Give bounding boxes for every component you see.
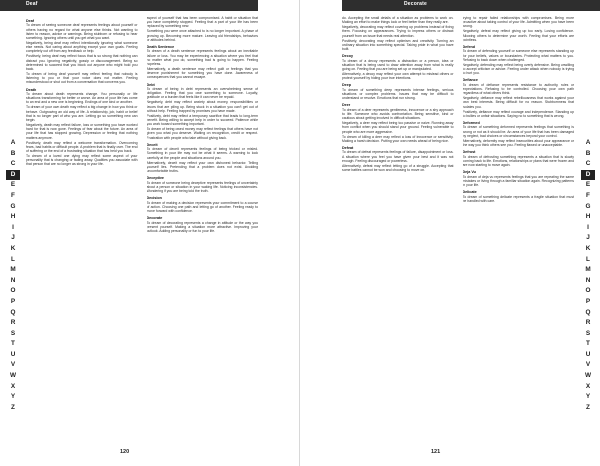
entry-paragraph: Alternatively, defeat may reflect letting go of a struggle. Accepting that some battles cannot be won and choosing to move on. (342, 163, 454, 173)
entry-paragraph: Positively, death may reflect a welcome transformation. Overcoming fears, bad habits or difficult people. A problem that is finally over. The end of suffering or the end of a frustrating situation that has held you back. (26, 140, 138, 154)
entry-heading: Deaf (26, 19, 34, 23)
entry-heading: Decorate (146, 216, 163, 221)
thumb-letter: O (10, 287, 16, 295)
thumb-letter: S (585, 329, 591, 337)
running-head-bar (0, 0, 258, 11)
running-head-label: Decorate (404, 1, 427, 7)
thumb-letter: H (585, 213, 591, 221)
thumb-letter: F (11, 191, 15, 199)
thumb-letter: U (585, 350, 591, 358)
thumb-letter: N (10, 276, 16, 284)
entry-heading: Death (26, 87, 37, 92)
thumb-letter: X (10, 382, 16, 390)
entry-paragraph: Negatively, a deer may reflect being too passive or naive. Running away from conflict when you should stand your ground. Feeling vulnerable to people who are more aggressive. (342, 121, 454, 134)
thumb-letter: V (10, 361, 16, 369)
thumb-letter: B (585, 149, 591, 157)
thumb-letter: R (10, 319, 16, 327)
entry-paragraph: aspect of yourself that has been compromised. A habit or situation that you have completely stopped. Feeling that a part of your life has been replaced by something new. (146, 16, 258, 29)
thumb-letter-active: D (581, 170, 595, 181)
entry-paragraph: Negatively, debt may reflect anxiety about money, responsibilities or favors that are piling up. Being stuck in a situation you can't get out of without help. Feeling trapped by promises you have made. (146, 100, 258, 113)
entry-paragraph: Positively, debt may reflect a temporary sacrifice that leads to long-term benefit. Being willing to accept help in order to succeed. Patience while you work toward something important. (146, 113, 258, 127)
thumb-letter: G (585, 202, 591, 210)
text-column-2 (147, 16, 259, 434)
thumb-letter: W (584, 372, 592, 380)
entry-paragraph: To dream of someone being deceptive represents feelings of uncertainty about a person or situation in your waking life. Noticing inconsistencies. Wondering if you are being told the truth. (146, 180, 258, 194)
thumb-letter: Y (585, 393, 591, 401)
thumb-letter: P (585, 297, 591, 305)
thumb-letter: I (587, 223, 589, 231)
thumb-letter: E (10, 181, 16, 189)
entry-paragraph: Negatively, defeat may reflect giving up too early. Losing confidence. Allowing others to determine your worth. Feeling that your efforts are pointless. (462, 29, 574, 42)
thumb-letter: J (586, 234, 590, 242)
entry-paragraph: To dream of being deaf yourself may reflect feeling that nobody is listening to you or that your voice does not matter. Feeling misunderstood or shut out from a conversation that concerns you. (26, 72, 138, 85)
thumb-letter: M (585, 266, 591, 274)
entry-paragraph: Something you were once attached to is no longer important. A phase of growing up. Becoming more mature. Leaving old friendships, behaviors or attitudes behind. (146, 29, 258, 42)
entry-heading: Deceit (146, 142, 158, 147)
thumb-letter: N (585, 276, 591, 284)
entry-heading: Deja Vu (462, 170, 476, 175)
entry-paragraph: To dream of something delicate represents a fragile situation that must be handled with care. (462, 194, 574, 203)
entry-paragraph: Negatively, defiance may reflect rebelliousness that works against your own best interests. Being difficult for no reason. Stubbornness that isolates you. (462, 96, 574, 109)
entry-heading: Deer (342, 103, 351, 108)
entry-paragraph: To dream of a decoy represents a distraction or a person, idea or situation that is being used to draw attention away from what is really going on. Feeling that you are being set up or manipulated. (342, 58, 454, 72)
thumb-letter: A (10, 139, 16, 146)
thumb-letter: O (585, 287, 591, 295)
thumb-letter: M (10, 266, 16, 274)
entry-heading: Delicate (462, 190, 477, 195)
entry-heading: Defrost (462, 150, 476, 155)
right-page (300, 0, 600, 466)
thumb-letter: R (585, 319, 591, 327)
entry-paragraph: Negatively, death may reflect failure, loss or something you have worked hard for that is now gone. Feelings of fear about the future. An area of your life that has stopped growing. Depression or feeling that nothing matters anymore. (26, 123, 138, 140)
entry-paragraph: Negatively, decorating may reflect covering up problems instead of fixing them. Focusing on appearances. Trying to impress others or distract yourself from an issue that needs real attention. (342, 25, 454, 38)
thumb-letter-active: D (6, 170, 20, 181)
entry-paragraph: To dream of something deformed represents feelings that something is wrong or not as it should be. An area of your life that has been damaged by neglect, bad choices or circumstances beyond your control. (462, 125, 574, 138)
page-number: 120 (120, 449, 130, 455)
entry-paragraph: trying to repair failed relationships with compromises. Being more proactive about taking control of your life. Admitting when you have been wrong. (462, 16, 574, 29)
thumb-letter: B (10, 149, 16, 157)
entry-paragraph: To dream of a deer represents gentleness, innocence or a shy approach to life. Someone who avoids confrontation. Being sensitive, kind or cautious about getting involved in difficult situations. (342, 107, 454, 121)
entry-paragraph: To dream of something deep represents intense feelings, serious situations or complex problems. Issues that may be difficult to understand or resolve. Emotions that run strong. (342, 87, 454, 101)
entry-heading: Debt (146, 82, 155, 87)
entry-paragraph: To dream of your own death may reflect a big change in how you think or behave. Outgrowing an old way of life. A relationship, job, habit or belief that is no longer part of who you are. Letting go so something new can begin. (26, 105, 138, 123)
entry-paragraph: To dream about death represents change. You personally or life situations transforming for better or worse. An area of your life has come to an end and a new one is beginning. Endings of one kind or another. (26, 92, 138, 105)
thumb-letter: I (12, 223, 14, 231)
text-columns (342, 16, 574, 434)
entry-heading: Defiance (462, 78, 478, 83)
entry-paragraph: To dream of being owed money may reflect feelings that others have not given you what you deserve. Waiting on recognition, credit or respect. Frustration with people who take without giving back. (146, 127, 258, 140)
thumb-letter: X (585, 382, 591, 390)
thumb-letter: T (11, 340, 15, 348)
thumb-letter: C (585, 160, 591, 168)
entry-paragraph: To dream of deceit represents feelings of being tricked or misled. Something in your life may not be what it seems. A warning to look carefully at the people and situations around you. (146, 147, 258, 160)
thumb-letter: H (10, 213, 16, 221)
thumb-letter: K (585, 244, 591, 252)
thumb-letter: E (585, 181, 591, 189)
entry-paragraph: To dream of making a decision represents your commitment to a course of action. Choosing one path and letting go of another. Feeling ready to move forward with confidence. (146, 200, 258, 214)
entry-paragraph: Alternatively, deformity may reflect insecurities about your appearance or the way you think others see you. Feeling flawed or unacceptable. (462, 138, 574, 148)
thumb-letter: Y (10, 393, 16, 401)
alphabet-thumb-index (581, 138, 595, 413)
entry-paragraph: To dream of a death sentence represents feelings about an inevitable failure or loss. You may be experiencing a situation where you feel that no matter what you do, something bad is going to happen. Feeling hopeless. (146, 49, 258, 67)
entry-paragraph: Alternatively, deceit may reflect your own dishonest behavior. Telling yourself lies. Pretending that a problem does not exist. Avoiding uncomfortable truths. (146, 160, 258, 174)
entry-paragraph: Positively, being deaf may reflect focus that is so strong that nothing can distract you. Ignoring negativity, gossip or discouragement. Being so determined to succeed that you block out anyone who might hold you back. (26, 54, 138, 72)
entry-paragraph: do. Accepting the small details of a situation as problems to work on. Making an effort to make things look or feel better than they really are. (342, 16, 454, 25)
thumb-letter: C (10, 160, 16, 168)
thumb-letter: F (586, 191, 590, 199)
entry-paragraph: To dream of defeat represents feelings of failure, disappointment or loss. A situation where you feel you have given your best and it was not enough. Feeling discouraged or powerless. (342, 150, 454, 163)
thumb-letter: Q (10, 308, 16, 316)
entry-paragraph: To dream of defending yourself or someone else represents standing up for your beliefs, values or boundaries. Protecting what matters to you. Refusing to back down when challenged. (462, 49, 574, 62)
entry-paragraph: Alternatively, a death sentence may reflect guilt or feelings that you deserve punishment for something you have done. Awareness of consequences that you cannot escape. (146, 67, 258, 80)
thumb-letter: J (11, 234, 15, 242)
thumb-letter: L (586, 255, 590, 263)
entry-paragraph: Positively, decorating may reflect optimism and creativity. Turning an ordinary situation into something special. Taking pride in what you have built. (342, 38, 454, 52)
page-number: 121 (431, 449, 441, 455)
text-column-2 (463, 16, 575, 434)
entry-paragraph: To dream of deja vu represents feelings that you are repeating the same mistakes or living through a familiar situation again. Recognizing patterns in your life. (462, 174, 574, 188)
entry-heading: Death Sentence (146, 45, 175, 50)
running-head-label: Deaf (26, 1, 38, 7)
entry-heading: Deep (342, 83, 352, 88)
alphabet-thumb-index (6, 138, 20, 413)
thumb-letter: Z (586, 403, 590, 411)
entry-heading: Decision (146, 196, 162, 201)
thumb-letter: Z (11, 403, 15, 411)
entry-paragraph: To dream of defrosting something represents a situation that is slowly coming back to life. Emotions, relationships or plans that were frozen and are now starting to move again. (462, 154, 574, 168)
text-column-1 (26, 16, 138, 434)
entry-paragraph: To dream of defiance represents resistance to authority, rules or expectations. Refusing to be controlled. Choosing your own path regardless of what others think. (462, 82, 574, 96)
thumb-letter: Q (585, 308, 591, 316)
entry-heading: Decoy (342, 54, 354, 59)
thumb-letter: V (585, 361, 591, 369)
entry-paragraph: To dream of a loved one dying may reflect some aspect of your personality that is changing or fading away. Qualities you associate with that person that are no longer as strong in your life. (26, 154, 138, 167)
text-columns (26, 16, 258, 434)
entry-paragraph: Negatively, being deaf may reflect intentionally ignoring what someone else needs. Not caring about anything except your own goals. Feeling completely cut off from any feedback or help. (26, 41, 138, 54)
entry-paragraph: To dream of killing a deer may reflect a loss of innocence or sensitivity. Making a harsh decision. Putting your own needs ahead of being nice. (342, 134, 454, 143)
thumb-letter: W (9, 372, 17, 380)
entry-paragraph: Alternatively, a decoy may reflect your own attempt to mislead others or protect yourself by hiding your true intentions. (342, 72, 454, 81)
thumb-letter: U (10, 350, 16, 358)
thumb-letter: G (10, 202, 16, 210)
thumb-letter: K (10, 244, 16, 252)
thumb-letter: A (585, 139, 591, 146)
entry-heading: Defend (462, 45, 475, 50)
entry-heading: Deformed (462, 121, 480, 126)
text-column-1 (342, 16, 454, 434)
thumb-letter: L (11, 255, 15, 263)
entry-paragraph: To dream of seeing someone deaf represents feelings about yourself or others having no regard for what anyone else thinks. Not wanting to listen to reason, advice or warnings. Being stubborn or refusing to hear something. Ignoring others until you get what you want. (26, 23, 138, 41)
thumb-letter: S (10, 329, 16, 337)
thumb-letter: P (10, 297, 16, 305)
entry-paragraph: Positively, defiance may reflect courage and independence. Standing up to bullies or unfair situations. Saying no to something that is wrong. (462, 109, 574, 118)
entry-heading: Deceptive (146, 176, 164, 181)
entry-paragraph: Negatively, defending may reflect being overly defensive. Being unwilling to accept criticism or advice. Feeling under attack when nobody is trying to hurt you. (462, 62, 574, 76)
thumb-letter: T (586, 340, 590, 348)
entry-paragraph: To dream of being in debt represents an overwhelming sense of obligation. Feeling that you owe something to someone. Loyalty, gratitude or a burden that feels like it can never be repaid. (146, 87, 258, 100)
running-head-bar (342, 0, 600, 11)
entry-heading: Defeat (342, 146, 354, 151)
entry-paragraph: To dream of decorating represents a change in attitude or the way you present yourself. Making a situation more attractive. Improving your outlook. Adding personality or fun to your life. (146, 220, 258, 234)
